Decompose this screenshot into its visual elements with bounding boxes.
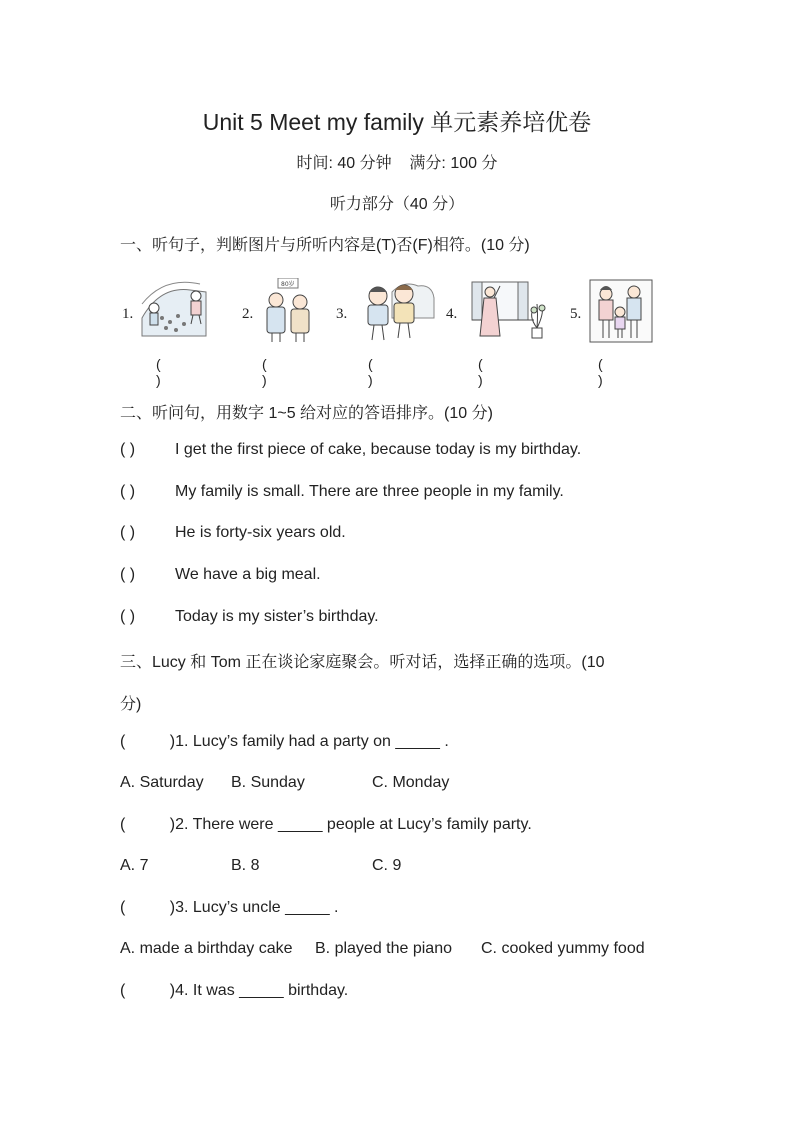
question-stem: ( )1. Lucy’s family had a party on _____ . <box>120 733 449 750</box>
question-stem: ( )3. Lucy’s uncle _____ . <box>120 899 339 916</box>
answer-paren[interactable]: ( ) <box>120 524 136 541</box>
answer-paren[interactable]: ( ) <box>120 483 136 500</box>
question-stem: ( )4. It was _____ birthday. <box>120 982 349 999</box>
option-row <box>120 940 645 958</box>
section2-heading: 二、听问句，用数字 1~5 给对应的答语排序。(10 分) <box>120 405 493 422</box>
option-c[interactable]: C. cooked yummy food <box>481 940 645 957</box>
option-a[interactable]: A. Saturday <box>120 774 204 791</box>
answer-paren[interactable]: ( ) <box>120 608 136 625</box>
woman-at-window-picture <box>464 278 550 344</box>
picture-number: 3. <box>336 306 348 322</box>
option-c[interactable]: C. Monday <box>372 774 450 791</box>
answer-sentence: He is forty-six years old. <box>175 524 346 541</box>
answer-sentence: Today is my sister’s birthday. <box>175 608 379 625</box>
list-item <box>120 566 321 584</box>
picture-row <box>120 278 680 388</box>
answer-paren[interactable]: ( ) <box>120 566 136 583</box>
list-item <box>120 608 379 626</box>
playground-kids-picture <box>140 278 210 340</box>
answer-paren[interactable]: ( ) <box>598 356 603 388</box>
list-item <box>120 483 564 501</box>
answer-sentence: My family is small. There are three people in my family. <box>175 483 564 500</box>
two-boys-picture <box>352 278 436 344</box>
option-b[interactable]: B. Sunday <box>231 774 305 791</box>
answer-sentence: I get the first piece of cake, because today is my birthday. <box>175 441 582 458</box>
picture-number: 5. <box>570 306 582 322</box>
grandparents-picture <box>260 278 316 344</box>
time-score-line: 时间: 40 分钟 满分: 100 分 <box>296 155 498 172</box>
option-a[interactable]: A. made a birthday cake <box>120 940 293 957</box>
option-b[interactable]: B. played the piano <box>315 940 452 957</box>
option-c[interactable]: C. 9 <box>372 857 402 874</box>
section3-heading: 三、Lucy 和 Tom 正在谈论家庭聚会。听对话，选择正确的选项。(10 <box>120 654 605 671</box>
answer-paren[interactable]: ( ) <box>368 356 373 388</box>
option-row <box>120 857 401 875</box>
picture-number: 1. <box>122 306 134 322</box>
question-stem: ( )2. There were _____ people at Lucy’s family party. <box>120 816 532 833</box>
picture-number: 2. <box>242 306 254 322</box>
answer-paren[interactable]: ( ) <box>156 356 161 388</box>
answer-paren[interactable]: ( ) <box>478 356 483 388</box>
family-of-three-picture <box>588 278 654 344</box>
list-item <box>120 441 581 459</box>
section1-heading: 一、听句子，判断图片与所听内容是(T)否(F)相符。(10 分) <box>120 237 530 254</box>
picture-number: 4. <box>446 306 458 322</box>
listening-part-title: 听力部分（40 分） <box>329 196 465 213</box>
option-b[interactable]: B. 8 <box>231 857 260 874</box>
option-a[interactable]: A. 7 <box>120 857 149 874</box>
age-sign-text: 80岁 <box>281 281 295 288</box>
section3-heading-cont: 分) <box>120 696 142 713</box>
answer-paren[interactable]: ( ) <box>120 441 136 458</box>
answer-paren[interactable]: ( ) <box>262 356 267 388</box>
answer-sentence: We have a big meal. <box>175 566 321 583</box>
page-title: Unit 5 Meet my family 单元素养培优卷 <box>202 109 592 135</box>
option-row <box>120 774 449 792</box>
list-item <box>120 524 346 542</box>
